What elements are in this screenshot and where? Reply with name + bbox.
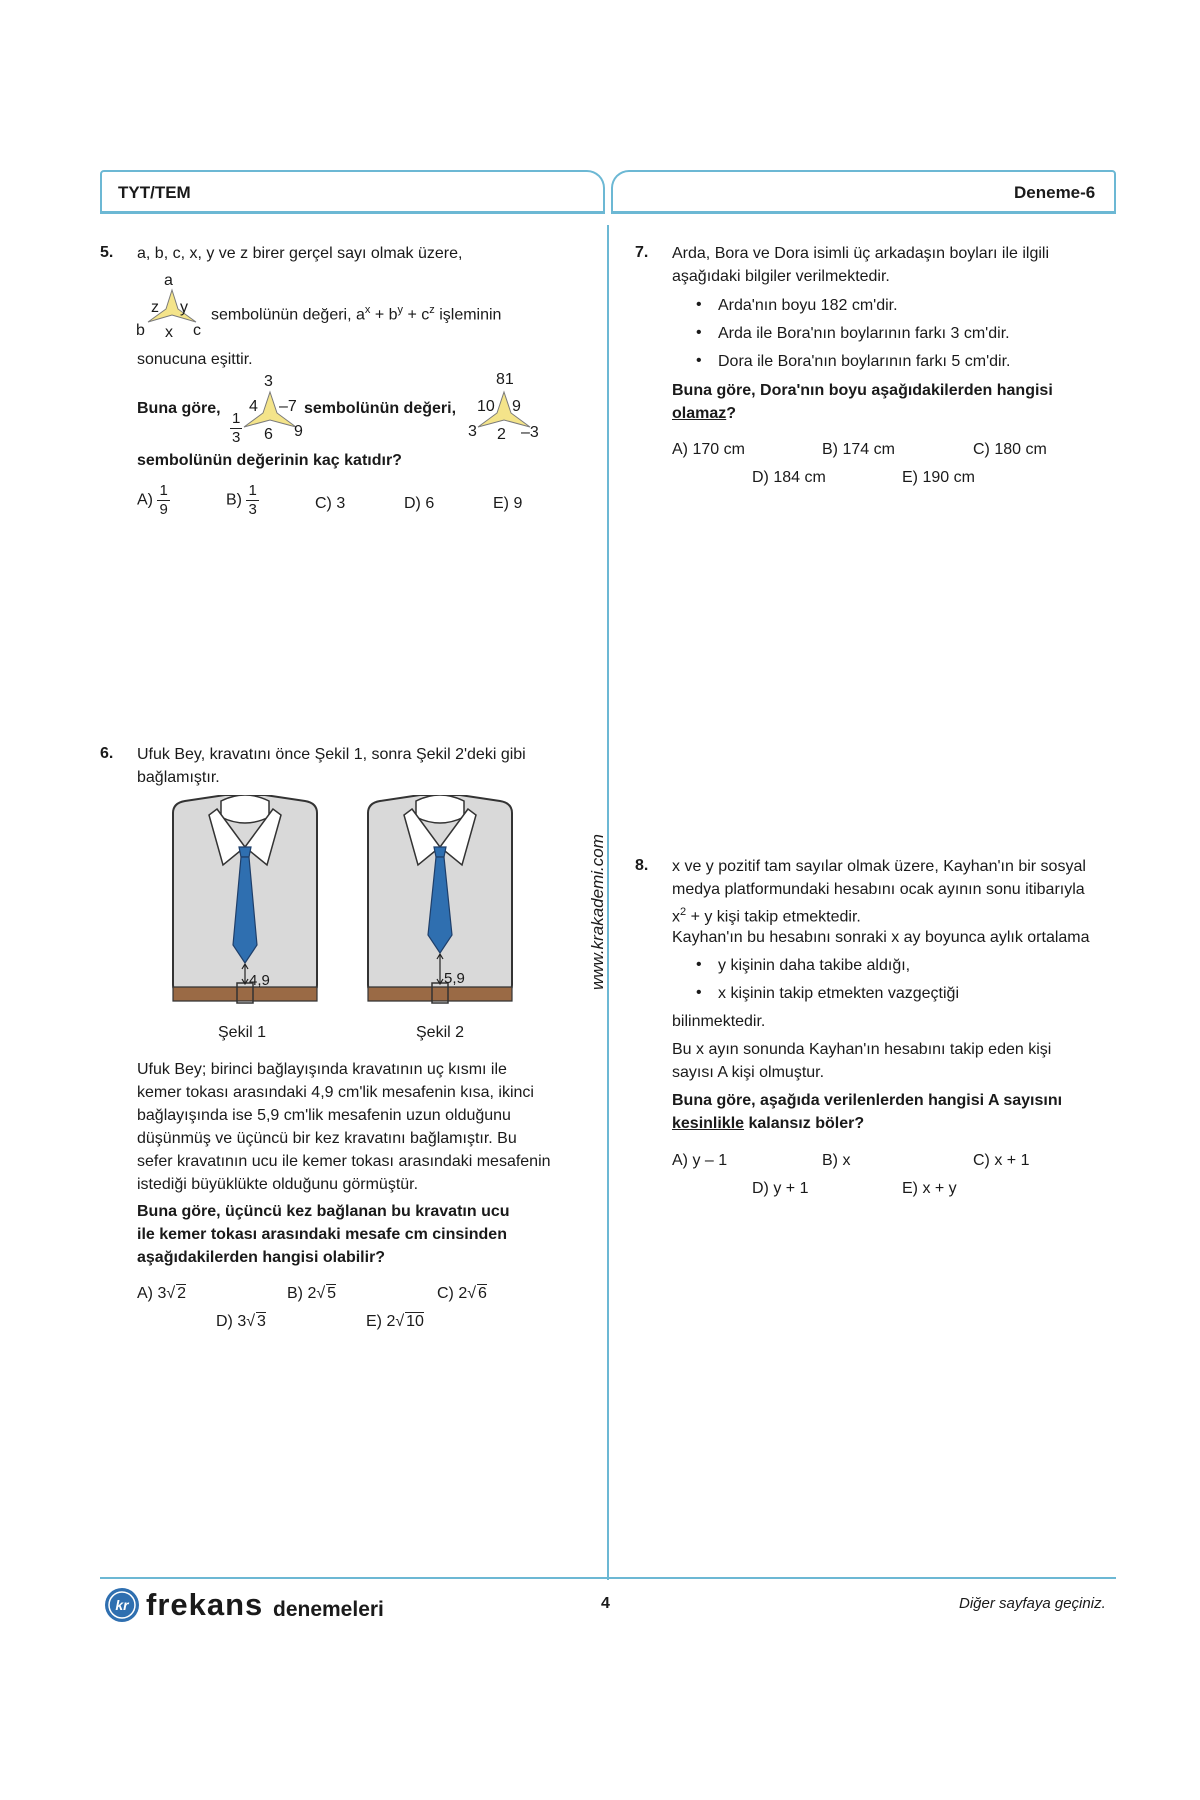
q8-question-2: kesinlikle kalansız böler? bbox=[672, 1115, 865, 1132]
sym2-right: 9 bbox=[512, 398, 521, 415]
q7-option-b[interactable]: B) 174 cm bbox=[822, 441, 895, 458]
q5-result-text: sonucuna eşittir. bbox=[137, 351, 253, 368]
q8-known: bilinmektedir. bbox=[672, 1013, 766, 1030]
q7-intro-1: Arda, Bora ve Dora isimli üç arkadaşın boyları ile ilgili bbox=[672, 245, 1050, 262]
q6-option-b[interactable]: B) 2√ 5 bbox=[287, 1285, 337, 1302]
bullet-icon: • bbox=[696, 296, 702, 313]
q7-option-a[interactable]: A) 170 cm bbox=[672, 441, 745, 458]
figure-2-shirt bbox=[360, 795, 520, 1015]
sym1-bottom: 6 bbox=[264, 426, 273, 443]
q8-option-e[interactable]: E) x + y bbox=[902, 1180, 957, 1197]
q6-option-c[interactable]: C) 2√ 6 bbox=[437, 1285, 487, 1302]
q7-option-e[interactable]: E) 190 cm bbox=[902, 469, 975, 486]
q8-intro-1: x ve y pozitif tam sayılar olmak üzere, Kayhan'ın bir sosyal bbox=[672, 858, 1086, 875]
q6-body-5: sefer kravatının ucu ile kemer tokası arasındaki mesafenin bbox=[137, 1153, 551, 1170]
sym-x: x bbox=[165, 324, 173, 341]
q8-option-d[interactable]: D) y + 1 bbox=[752, 1180, 809, 1197]
header-exam-name: Deneme-6 bbox=[1014, 183, 1096, 202]
q6-intro-2: bağlamıştır. bbox=[137, 769, 220, 786]
sym1-left: 4 bbox=[249, 398, 258, 415]
sym1-bottom-right: 9 bbox=[294, 423, 303, 440]
page-number: 4 bbox=[601, 1595, 610, 1612]
bullet-icon: • bbox=[696, 352, 702, 369]
figure-2-gap-label: 5,9 bbox=[444, 970, 465, 987]
q5-question-end: sembolünün değerinin kaç katıdır? bbox=[137, 452, 402, 469]
q7-question-1: Buna göre, Dora'nın boyu aşağıdakilerden hangisi bbox=[672, 382, 1053, 399]
q6-option-a[interactable]: A) 3√ 2 bbox=[137, 1285, 187, 1302]
q7-intro-2: aşağıdaki bilgiler verilmektedir. bbox=[672, 268, 890, 285]
side-url: www.krakademi.com bbox=[588, 834, 607, 990]
q5-option-e[interactable]: E) 9 bbox=[493, 495, 523, 512]
header-title: TYT/TEM bbox=[118, 183, 191, 202]
q6-question-2: ile kemer tokası arasındaki mesafe cm cinsinden bbox=[137, 1226, 507, 1243]
q5-question-start: Buna göre, bbox=[137, 400, 221, 417]
q5-question-mid: sembolünün değeri, bbox=[304, 400, 457, 417]
q8-number: 8. bbox=[635, 857, 649, 874]
sym-z: z bbox=[151, 299, 159, 316]
q5-option-c[interactable]: C) 3 bbox=[315, 495, 346, 512]
q6-option-d[interactable]: D) 3√ 3 bbox=[216, 1313, 266, 1330]
logo-brand: frekans bbox=[146, 1587, 264, 1622]
figure-1-caption: Şekil 1 bbox=[218, 1024, 267, 1041]
figure-1-shirt bbox=[165, 795, 325, 1015]
q7-bullet-2: Arda ile Bora'nın boylarının farkı 3 cm'dir. bbox=[718, 325, 1010, 342]
q6-intro-1: Ufuk Bey, kravatını önce Şekil 1, sonra Şekil 2'deki gibi bbox=[137, 746, 526, 763]
q6-body-6: istediği büyüklükte olduğunu görmüştür. bbox=[137, 1176, 419, 1193]
q6-body-4: düşünmüş ve üçüncü bir kez kravatını bağlamıştır. Bu bbox=[137, 1130, 517, 1147]
q8-intro-3: $x^2 + y$ kişi takip etmektedir. bbox=[672, 906, 861, 926]
q7-option-d[interactable]: D) 184 cm bbox=[752, 469, 826, 486]
q5-option-a[interactable]: A) $\frac{1}{9}$ bbox=[137, 482, 168, 518]
q5-definition: sembolünün değeri, $a^x + b^y + c^z$ işleminin bbox=[211, 304, 502, 324]
sym-b: b bbox=[136, 322, 145, 339]
q6-option-e[interactable]: E) 2√ 10 bbox=[366, 1313, 424, 1330]
q8-intro-2: medya platformundaki hesabını ocak ayının sonu itibarıyla bbox=[672, 881, 1085, 898]
q8-question-1: Buna göre, aşağıda verilenlerden hangisi A sayısını bbox=[672, 1092, 1063, 1109]
figure-2-caption: Şekil 2 bbox=[416, 1024, 465, 1041]
sym1-right: –7 bbox=[279, 398, 297, 415]
q6-body-1: Ufuk Bey; birinci bağlayışında kravatının uç kısmı ile bbox=[137, 1061, 507, 1078]
q8-bullet-2: x kişinin takip etmekten vazgeçtiği bbox=[718, 985, 959, 1002]
q8-body-1: Bu x ayın sonunda Kayhan'ın hesabını takip eden kişi bbox=[672, 1041, 1052, 1058]
frekans-logo bbox=[100, 1583, 384, 1633]
sym-c: c bbox=[193, 322, 201, 339]
bullet-icon: • bbox=[696, 984, 702, 1001]
sym1-bottom-left: $\frac{1}{3}$ bbox=[232, 410, 241, 446]
bullet-icon: • bbox=[696, 956, 702, 973]
q7-number: 7. bbox=[635, 244, 649, 261]
q5-intro: a, b, c, x, y ve z birer gerçel sayı olmak üzere, bbox=[137, 245, 463, 262]
q7-bullet-1: Arda'nın boyu 182 cm'dir. bbox=[718, 297, 898, 314]
svg-text:kr: kr bbox=[115, 1597, 129, 1613]
q7-question-2: olamaz? bbox=[672, 405, 737, 422]
q8-option-a[interactable]: A) y – 1 bbox=[672, 1152, 728, 1169]
q6-body-3: bağlayışında ise 5,9 cm'lik mesafenin uzun olduğunu bbox=[137, 1107, 511, 1124]
q6-question-1: Buna göre, üçüncü kez bağlanan bu kravatın ucu bbox=[137, 1203, 510, 1220]
q8-option-c[interactable]: C) x + 1 bbox=[973, 1152, 1030, 1169]
footer-divider bbox=[100, 1577, 1116, 1579]
next-page-note: Diğer sayfaya geçiniz. bbox=[959, 1595, 1106, 1612]
sym2-bottom-right: –3 bbox=[521, 424, 539, 441]
q6-number: 6. bbox=[100, 745, 114, 762]
figure-1-gap-label: 4,9 bbox=[249, 972, 270, 989]
sym2-left: 10 bbox=[477, 398, 495, 415]
q7-bullet-3: Dora ile Bora'nın boylarının farkı 5 cm'dir. bbox=[718, 353, 1011, 370]
q8-bullet-1: y kişinin daha takibe aldığı, bbox=[718, 957, 911, 974]
q5-option-d[interactable]: D) 6 bbox=[404, 495, 435, 512]
q6-question-3: aşağıdakilerden hangisi olabilir? bbox=[137, 1249, 386, 1266]
q8-body-2: sayısı A kişi olmuştur. bbox=[672, 1064, 825, 1081]
q8-option-b[interactable]: B) x bbox=[822, 1152, 851, 1169]
sym1-top: 3 bbox=[264, 373, 273, 390]
q8-line-4: Kayhan'ın bu hesabını sonraki x ay boyunca aylık ortalama bbox=[672, 929, 1090, 946]
q5-number: 5. bbox=[100, 244, 114, 261]
kr-logo-icon bbox=[100, 1583, 144, 1627]
sym-y: y bbox=[180, 299, 188, 316]
sym2-bottom: 2 bbox=[497, 426, 506, 443]
sym-a: a bbox=[164, 272, 173, 289]
q7-option-c[interactable]: C) 180 cm bbox=[973, 441, 1047, 458]
sym2-top: 81 bbox=[496, 371, 514, 388]
sym2-bottom-left: 3 bbox=[468, 423, 477, 440]
bullet-icon: • bbox=[696, 324, 702, 341]
q6-body-2: kemer tokası arasındaki 4,9 cm'lik mesafenin kısa, ikinci bbox=[137, 1084, 534, 1101]
logo-subtitle: denemeleri bbox=[273, 1598, 384, 1621]
q5-option-b[interactable]: B) $\frac{1}{3}$ bbox=[226, 482, 257, 518]
